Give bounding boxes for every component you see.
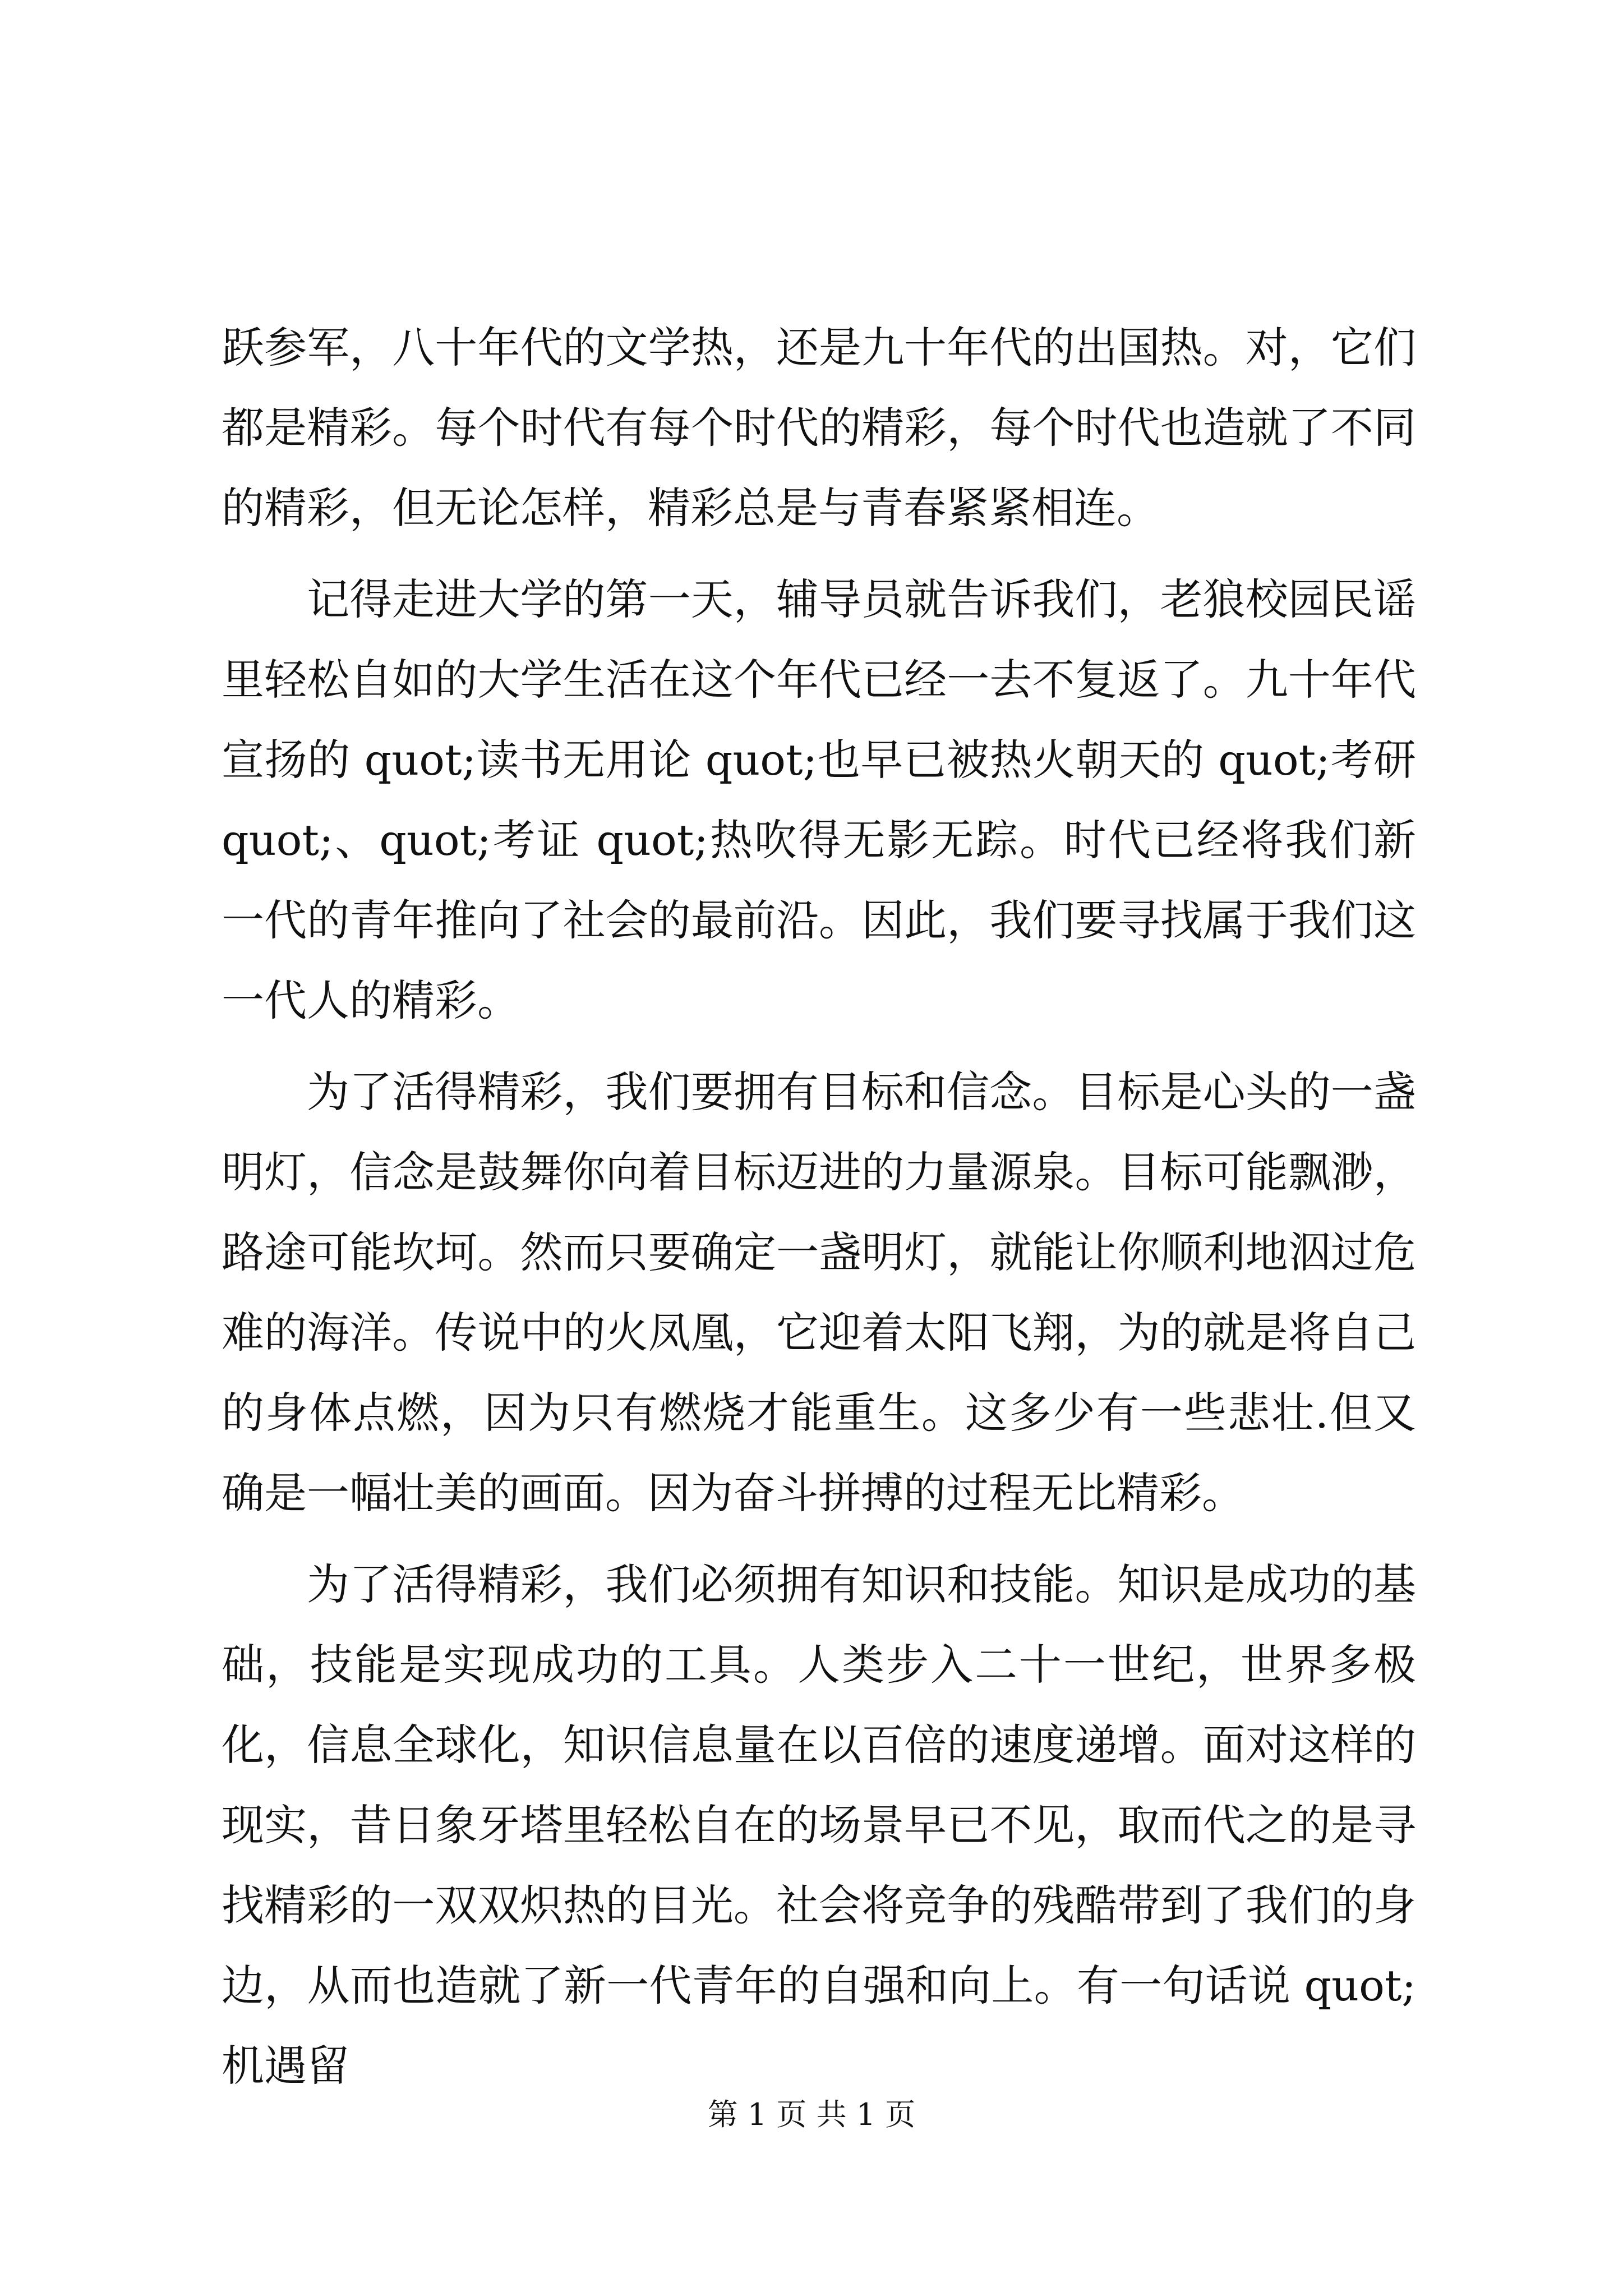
paragraph-university-first-day: 记得走进大学的第一天，辅导员就告诉我们，老狼校园民谣里轻松自如的大学生活在这个年代已经一去不复返了。九十年代宣扬的 quot;读书无用论 quot;也早已被热火朝天的 quot;考研 quot;、quot;考证 quot;热吹得无影无踪。时代已经将我们新一代的青年推向了社会的最前沿。因此，我们要寻找属于我们这一代人的精彩。 bbox=[222, 574, 1416, 1025]
paragraph-knowledge-and-skills: 为了活得精彩，我们必须拥有知识和技能。知识是成功的基础，技能是实现成功的工具。人类步入二十一世纪，世界多极化，信息全球化，知识信息量在以百倍的速度递增。面对这样的现实，昔日象牙塔里轻松自在的场景早已不见，取而代之的是寻找精彩的一双双炽热的目光。社会将竞争的残酷带到了我们的身边，从而也造就了新一代青年的自强和向上。有一句话说 quot;机遇留 bbox=[222, 1559, 1416, 2091]
page-footer: 第 1 页 共 1 页 bbox=[707, 2097, 916, 2132]
paragraph-continuation: 跃参军，八十年代的文学热，还是九十年代的出国热。对，它们都是精彩。每个时代有每个时代的精彩，每个时代也造就了不同的精彩，但无论怎样，精彩总是与青春紧紧相连。 bbox=[222, 323, 1416, 533]
document-body bbox=[222, 307, 1416, 2117]
paragraph-goals-and-beliefs: 为了活得精彩，我们要拥有目标和信念。目标是心头的一盏明灯，信念是鼓舞你向着目标迈进的力量源泉。目标可能飘渺，路途可能坎坷。然而只要确定一盏明灯，就能让你顺利地泅过危难的海洋。传说中的火凤凰，它迎着太阳飞翔，为的就是将自己的身体点燃，因为只有燃烧才能重生。这多少有一些悲壮.但又确是一幅壮美的画面。因为奋斗拼搏的过程无比精彩。 bbox=[222, 1067, 1416, 1518]
